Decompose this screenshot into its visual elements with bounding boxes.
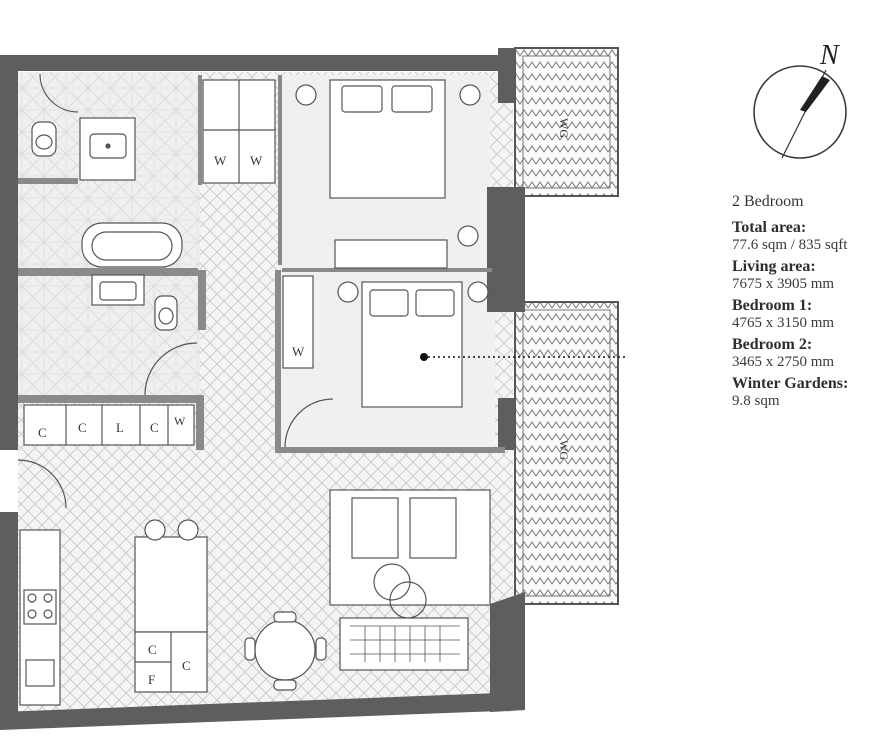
property-type: 2 Bedroom (732, 193, 804, 210)
spec-winter-gardens (732, 375, 887, 410)
wardrobe-label-2: W (250, 153, 263, 168)
wardrobe-label-1: W (214, 153, 227, 168)
spec-label: Bedroom 1: (732, 297, 813, 314)
cupboard-label-2: C (78, 420, 87, 435)
cupboard-label-3: C (150, 420, 159, 435)
spec-total-area (732, 219, 887, 254)
cupboard-label-4: C (148, 642, 157, 657)
laundry-label: L (116, 420, 124, 435)
spec-living-area (732, 258, 887, 293)
spec-label: Living area: (732, 258, 816, 275)
spec-bedroom-2 (732, 336, 887, 371)
spec-value: 77.6 sqm / 835 sqft (732, 237, 848, 253)
compass-icon (754, 40, 846, 158)
spec-value: 4765 x 3150 mm (732, 315, 835, 331)
kitchen-counter (20, 530, 60, 705)
spec-value: 9.8 sqm (732, 393, 780, 409)
cupboard-label-1: C (38, 425, 47, 440)
spec-value: 7675 x 3905 mm (732, 276, 835, 292)
spec-value: 3465 x 2750 mm (732, 354, 835, 370)
wg-label-top: WG (557, 118, 571, 138)
spec-label: Total area: (732, 219, 807, 236)
utility-cupboards (24, 405, 194, 445)
cupboard-label-5: C (182, 658, 191, 673)
wardrobe-label-4: W (174, 414, 186, 428)
compass-north-label: N (820, 40, 839, 71)
spec-label: Winter Gardens: (732, 375, 849, 392)
property-info (732, 193, 887, 414)
living-furniture (330, 490, 490, 670)
spec-label: Bedroom 2: (732, 336, 813, 353)
wg-label-bottom: WG (557, 440, 571, 460)
spec-bedroom-1 (732, 297, 887, 332)
fridge-label: F (148, 672, 156, 687)
kitchen-island (135, 520, 207, 692)
wardrobe-label-3: W (292, 344, 305, 359)
